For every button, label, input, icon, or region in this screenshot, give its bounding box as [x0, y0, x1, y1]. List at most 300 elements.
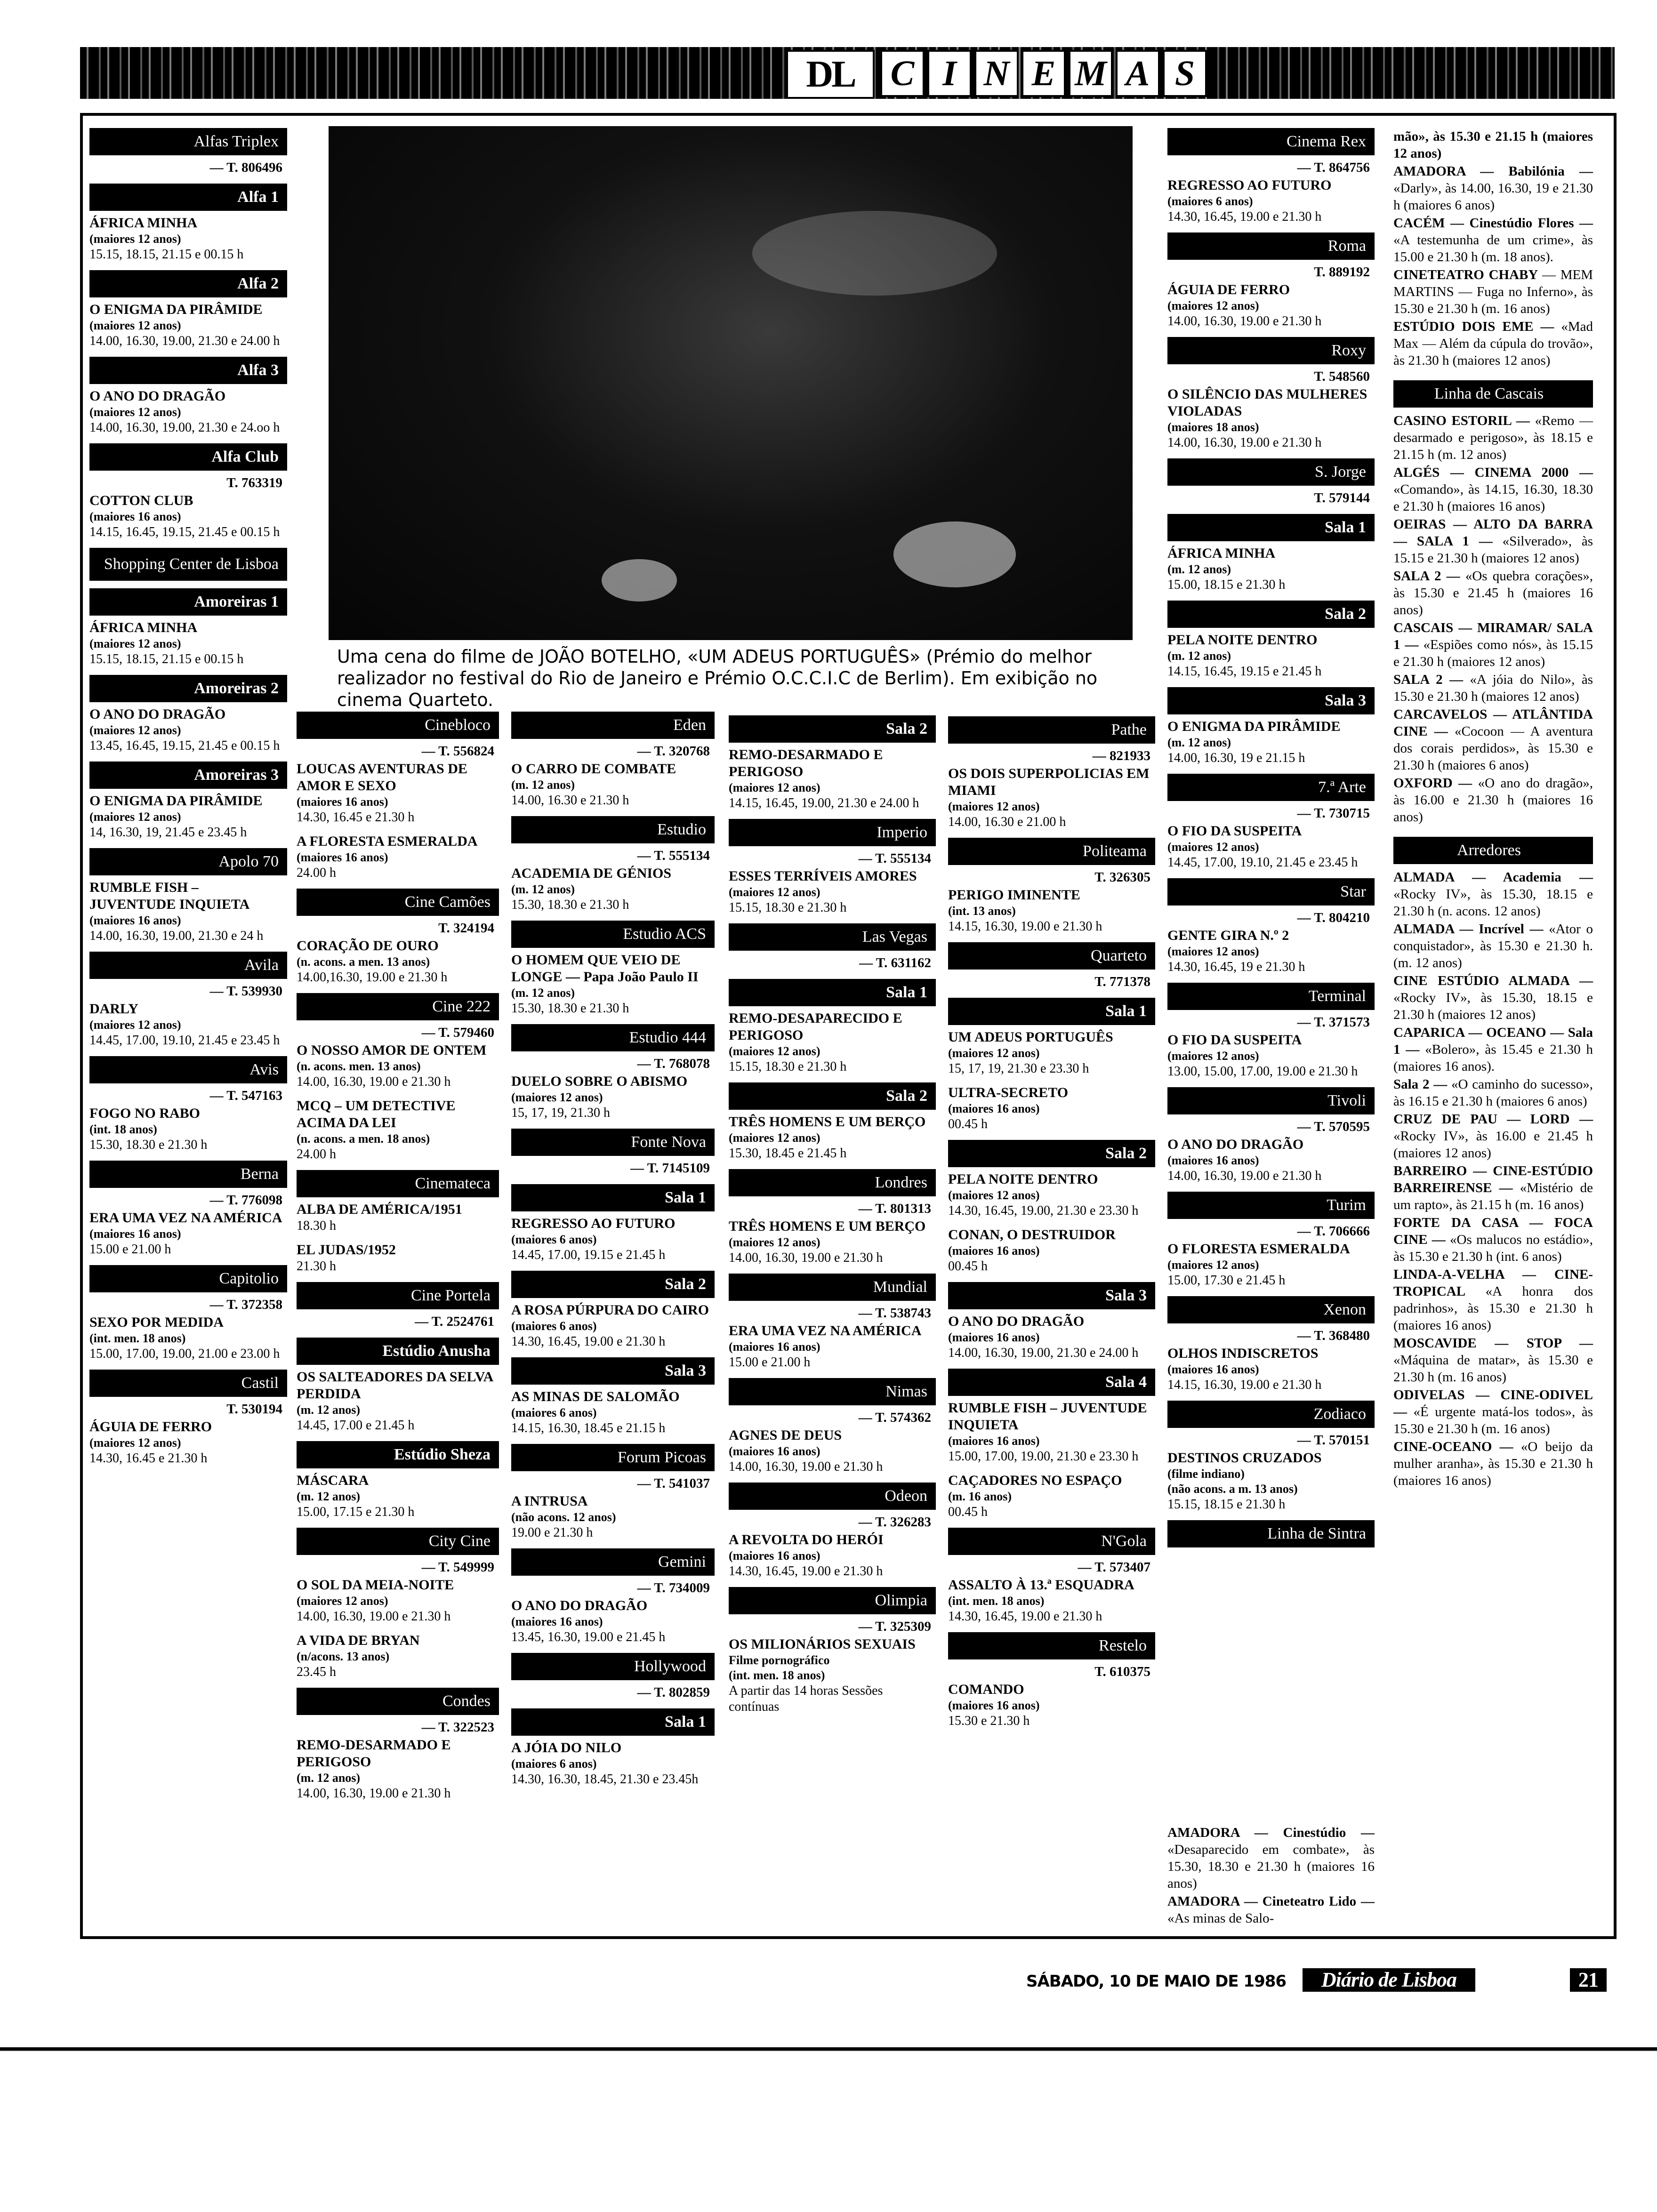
cinema-phone: — T. 326283	[858, 1515, 931, 1530]
film-title: O ENIGMA DA PIRÂMIDE	[1167, 719, 1341, 734]
listing-paragraph: AMADORA — Cinestúdio — «Desaparecido em combate», às 15.30, 18.30 e 21.30 h (maiores 16 anos)	[1167, 1825, 1375, 1891]
photo-highlight	[752, 211, 997, 296]
film-title: O FLORESTA ESMERALDA	[1167, 1241, 1350, 1257]
cinema-entry	[1167, 983, 1375, 1080]
showtimes: 15.30, 18.30 e 21.30 h	[511, 1001, 629, 1016]
film-rating: Filme pornográfico	[729, 1653, 830, 1667]
film-title: O SOL DA MEIA-NOITE	[297, 1577, 454, 1593]
film-rating: (maiores 12 anos)	[1167, 840, 1259, 854]
film-rating: (maiores 12 anos)	[729, 885, 820, 899]
film-rating: (m. 12 anos)	[1167, 736, 1231, 749]
cinema-entry	[948, 1632, 1155, 1729]
listing-paragraph: LINDA-A-VELHA — CINE-TROPICAL «A honra dos padrinhos», às 15.30 e 21.30 h (maiores 16 anos)	[1393, 1267, 1593, 1333]
section-header-band	[80, 47, 1615, 99]
film-title: PELA NOITE DENTRO	[1167, 632, 1318, 648]
cinema-phone: — T. 806496	[209, 160, 282, 175]
cinema-name: Estúdio Anusha	[297, 1338, 499, 1365]
cinema-entry	[511, 1708, 715, 1787]
film-title: ASSALTO À 13.ª ESQUADRA	[948, 1577, 1134, 1593]
film-title: O NOSSO AMOR DE ONTEM	[297, 1042, 487, 1058]
cinema-phone: — T. 541037	[637, 1476, 710, 1491]
cinema-entry	[1167, 232, 1375, 329]
cinema-entry	[297, 1688, 499, 1802]
film-rating: (int. 13 anos)	[948, 904, 1016, 918]
showtimes: A partir das 14 horas Sessões contínuas	[729, 1683, 883, 1714]
cinema-name: Avila	[89, 952, 287, 979]
cinema-entry	[1167, 458, 1375, 506]
cinema-phone: — 821933	[1092, 748, 1150, 763]
film-title: REMO-DESARMADO E PERIGOSO	[297, 1737, 451, 1770]
film-rating: (maiores 12 anos)	[89, 1436, 181, 1450]
cinema-entry	[89, 1265, 287, 1362]
cinema-name: Avis	[89, 1056, 287, 1083]
showtimes: 14, 16.30, 19, 21.45 e 23.45 h	[89, 825, 247, 840]
showtimes: 14.45, 17.00 e 21.45 h	[297, 1418, 415, 1433]
cinema-name: Forum Picoas	[511, 1444, 715, 1471]
cinema-phone: — T. 320768	[637, 744, 710, 759]
film-rating: (m. 12 anos)	[1167, 562, 1231, 576]
column-7	[1393, 128, 1593, 1490]
film-title: ESSES TERRÍVEIS AMORES	[729, 868, 917, 884]
showtimes: 15.00, 17.15 e 21.30 h	[297, 1505, 415, 1519]
cinema-name: Estudio	[511, 816, 715, 843]
film-title: TRÊS HOMENS E UM BERÇO	[729, 1218, 926, 1234]
cinema-name: Olimpia	[729, 1587, 936, 1614]
film-title: CONAN, O DESTRUIDOR	[948, 1227, 1116, 1242]
cinema-name: Mundial	[729, 1274, 936, 1301]
cinema-name: Eden	[511, 712, 715, 739]
showtimes: 15.15, 18.30 e 21.30 h	[729, 900, 847, 915]
footer-page-number: 21	[1570, 1968, 1607, 1992]
showtimes: 14.15, 16.45, 19.00, 21.30 e 24.00 h	[729, 796, 919, 810]
cinema-name: Amoreiras 1	[89, 588, 287, 616]
film-title: ULTRA-SECRETO	[948, 1085, 1069, 1100]
cinema-entry	[297, 1170, 499, 1234]
film-rating-extra: (não acons. a m. 13 anos)	[1167, 1482, 1298, 1496]
showtimes: 14.30, 16.30, 18.45, 21.30 e 23.45h	[511, 1772, 699, 1787]
cinema-entry	[297, 1098, 499, 1162]
cinema-entry	[1167, 1087, 1375, 1184]
showtimes: 14.00, 16.30, 19.00, 21.30 e 24.oo h	[89, 420, 280, 435]
showtimes: 23.45 h	[297, 1665, 336, 1679]
cinema-name: Imperio	[729, 819, 936, 846]
cinema-phone: — T. 372358	[209, 1297, 282, 1312]
film-title: O HOMEM QUE VEIO DE LONGE — Papa João Paulo II	[511, 952, 699, 985]
showtimes: 14.00, 16.30, 19.00, 21.30 e 24.00 h	[89, 334, 280, 348]
cinema-name: Star	[1167, 878, 1375, 906]
cinema-phone: — T. 325309	[858, 1619, 931, 1634]
listing-paragraph: MOSCAVIDE — STOP — «Máquina de matar», às 15.30 e 21.30 h (m. 16 anos)	[1393, 1336, 1593, 1385]
showtimes: 15.00, 17.00, 19.00, 21.00 e 23.00 h	[89, 1346, 280, 1361]
listing-paragraph: Sala 2 — «O caminho do sucesso», às 16.15 e 21.30 h (maiores 6 anos)	[1393, 1077, 1593, 1109]
cinema-name: Restelo	[948, 1632, 1155, 1659]
column-1	[89, 128, 287, 1474]
showtimes: 14.00, 16.30, 19.00 e 21.30 h	[297, 1609, 451, 1624]
cinema-entry	[511, 1271, 715, 1350]
cinema-entry	[948, 1282, 1155, 1361]
cinema-entry	[297, 993, 499, 1090]
cinema-entry	[89, 184, 287, 263]
listing-paragraph: CASINO ESTORIL — «Remo — desarmado e perigoso», às 18.15 e 21.15 h (m. 12 anos)	[1393, 413, 1593, 462]
film-rating: (maiores 12 anos)	[948, 800, 1040, 813]
cinema-entry	[511, 1357, 715, 1436]
column-2	[297, 712, 499, 1809]
film-title: ACADEMIA DE GÉNIOS	[511, 866, 672, 881]
listing-paragraph: ALMADA — Incrível — «Ator o conquistador», às 15.30 e 21.30 h. (m. 12 anos)	[1393, 922, 1593, 970]
newspaper-logo: DL	[786, 50, 875, 99]
cinema-phone: T. 763319	[226, 475, 282, 490]
film-rating: (maiores 6 anos)	[1167, 194, 1253, 208]
cinema-phone: — T. 570595	[1297, 1119, 1370, 1134]
showtimes: 15.30, 18.30 e 21.30 h	[89, 1138, 208, 1152]
cinema-phone: T. 326305	[1094, 870, 1150, 885]
cinema-name: Alfa 2	[89, 270, 287, 297]
cinema-phone: — T. 549999	[421, 1560, 494, 1575]
listing-paragraph: CASCAIS — MIRAMAR/ SALA 1 — «Espiões como nós», às 15.15 e 21.30 h (maiores 12 anos)	[1393, 620, 1593, 669]
film-title: A INTRUSA	[511, 1493, 588, 1509]
cinema-entry	[948, 838, 1155, 935]
showtimes: 14.30, 16.45, 19.00 e 21.30 h	[729, 1564, 883, 1579]
showtimes: 15.00 e 21.00 h	[729, 1355, 811, 1370]
showtimes: 14.00, 16.30, 19.00 e 21.30 h	[729, 1250, 883, 1265]
film-title: DARLY	[89, 1001, 138, 1017]
cinema-name: Sala 2	[729, 1082, 936, 1110]
film-title: EL JUDAS/1952	[297, 1242, 396, 1258]
cinema-phone: — T. 579460	[421, 1025, 494, 1040]
cinema-name: Alfa Club	[89, 443, 287, 471]
cinema-phone: — T. 368480	[1297, 1328, 1370, 1343]
cinema-name: Capitolio	[89, 1265, 287, 1292]
cinema-name: Pathe	[948, 716, 1155, 744]
cinema-phone: — T. 801313	[858, 1201, 931, 1216]
cinema-entry	[948, 998, 1155, 1077]
film-rating: (maiores 12 anos)	[89, 232, 181, 246]
film-title: MCQ – UM DETECTIVE ACIMA DA LEI	[297, 1098, 456, 1130]
film-title: GENTE GIRA N.º 2	[1167, 928, 1289, 943]
film-rating: (maiores 12 anos)	[729, 1235, 820, 1249]
film-rating: (n/acons. 13 anos)	[297, 1650, 390, 1663]
film-rating: (maiores 12 anos)	[729, 1044, 820, 1058]
showtimes: 24.00 h	[297, 866, 336, 880]
listing-paragraph: SALA 2 — «A jóia do Nilo», às 15.30 e 21.30 h (maiores 12 anos)	[1393, 672, 1593, 704]
cinema-name: Cine Portela	[297, 1282, 499, 1309]
film-title: A ROSA PÚRPURA DO CAIRO	[511, 1302, 709, 1318]
cinema-name: Apolo 70	[89, 848, 287, 875]
film-title: REGRESSO AO FUTURO	[511, 1216, 676, 1231]
cinema-entry	[729, 1483, 936, 1579]
cinema-name: Terminal	[1167, 983, 1375, 1010]
film-rating: (maiores 12 anos)	[1167, 1258, 1259, 1272]
film-rating: (maiores 12 anos)	[89, 637, 181, 650]
film-title: SEXO POR MEDIDA	[89, 1314, 224, 1330]
film-title: PERIGO IMINENTE	[948, 887, 1080, 903]
cinema-phone: T. 324194	[438, 921, 494, 936]
showtimes: 14.00, 16.30, 19.00 e 21.30 h	[1167, 1169, 1322, 1183]
film-title: TRÊS HOMENS E UM BERÇO	[729, 1114, 926, 1130]
photo-highlight	[893, 521, 1016, 587]
cinema-entry	[1167, 878, 1375, 975]
cinema-entry	[511, 1129, 715, 1177]
cinema-entry	[511, 816, 715, 913]
film-rating: (maiores 16 anos)	[1167, 1362, 1259, 1376]
photo-caption: Uma cena do filme de JOÃO BOTELHO, «UM ADEUS PORTUGUÊS» (Prémio do melhor realizador no festival do Rio de Janeiro e Prémio O.C.C.I.C de Berlim). Em exibição no cinema Quarteto.	[337, 646, 1098, 710]
showtimes: 14.00, 16.30 e 21.30 h	[511, 793, 629, 808]
film-title: O ANO DO DRAGÃO	[89, 706, 226, 722]
footer-date: SÁBADO, 10 DE MAIO DE 1986	[1026, 1972, 1287, 1991]
film-title: O ANO DO DRAGÃO	[1167, 1137, 1304, 1152]
showtimes: 00.45 h	[948, 1259, 988, 1274]
cinema-entry	[948, 1528, 1155, 1625]
film-rating: (m. 16 anos)	[948, 1490, 1012, 1503]
cinema-entry	[297, 1338, 499, 1434]
film-title: DESTINOS CRUZADOS	[1167, 1450, 1322, 1466]
cinema-entry	[89, 357, 287, 436]
cinema-entry	[297, 1242, 499, 1274]
cinema-phone: T. 610375	[1094, 1664, 1150, 1679]
cinema-name: Alfas Triplex	[89, 128, 287, 155]
film-rating: (maiores 16 anos)	[1167, 1154, 1259, 1167]
cinema-entry	[511, 712, 715, 809]
cinema-entry	[729, 1587, 936, 1715]
film-title: O ANO DO DRAGÃO	[948, 1314, 1085, 1329]
film-rating: (não acons. 12 anos)	[511, 1510, 616, 1524]
cinema-name: Sala 3	[511, 1357, 715, 1385]
cinema-name: Sala 1	[729, 979, 936, 1006]
cinema-entry	[89, 1370, 287, 1467]
showtimes: 15.15, 18.15, 21.15 e 00.15 h	[89, 247, 244, 262]
cinema-name: Estudio ACS	[511, 921, 715, 948]
film-rating: (maiores 16 anos)	[948, 1244, 1040, 1258]
cinema-phone: — T. 631162	[859, 955, 931, 970]
showtimes: 14.30, 16.45, 19.00 e 21.30 h	[948, 1609, 1102, 1624]
showtimes: 14.00, 16.30, 19.00 e 21.30 h	[297, 1074, 451, 1089]
film-rating: (n. acons. men. 13 anos)	[297, 1059, 421, 1073]
cinema-phone: — T. 539930	[209, 984, 282, 999]
showtimes: 15.00, 17.30 e 21.45 h	[1167, 1273, 1286, 1288]
film-rating-extra: (int. men. 18 anos)	[729, 1668, 825, 1682]
listing-paragraph: CAPARICA — OCEANO — Sala 1 — «Bolero», às 15.45 e 21.30 h (maiores 16 anos).	[1393, 1025, 1593, 1074]
cinema-name: Estúdio Sheza	[297, 1441, 499, 1468]
film-rating: (maiores 6 anos)	[511, 1406, 597, 1419]
showtimes: 15.00, 18.15 e 21.30 h	[1167, 577, 1286, 592]
cinema-name: Sala 2	[1167, 601, 1375, 628]
cinema-entry	[729, 715, 936, 811]
title-letter: S	[1163, 50, 1207, 97]
cinema-name: Shopping Center de Lisboa	[89, 548, 287, 581]
listing-paragraph: AMADORA — Cineteatro Lido — «As minas de Salo-	[1167, 1894, 1375, 1926]
listing-paragraph: CINE-OCEANO — «O beijo da mulher aranha», às 15.30 e 21.30 h (maiores 16 anos)	[1393, 1439, 1593, 1488]
cinema-phone: — T. 573407	[1078, 1560, 1150, 1575]
listing-paragraph: CACÉM — Cinestúdio Flores — «A testemunha de um crime», às 15.00 e 21.30 h (m. 18 anos).	[1393, 216, 1593, 264]
film-rating: (maiores 6 anos)	[511, 1233, 597, 1246]
showtimes: 24.00 h	[297, 1147, 336, 1162]
film-rating: (maiores 12 anos)	[511, 1090, 603, 1104]
film-rating: (maiores 16 anos)	[948, 1699, 1040, 1712]
film-title: REMO-DESAPARECIDO E PERIGOSO	[729, 1010, 902, 1043]
title-letter: C	[880, 50, 925, 97]
cinema-entry	[511, 921, 715, 1017]
showtimes: 13.45, 16.45, 19.15, 21.45 e 00.15 h	[89, 738, 280, 753]
showtimes: 13.00, 15.00, 17.00, 19.00 e 21.30 h	[1167, 1064, 1358, 1079]
cinema-entry	[1167, 1401, 1375, 1513]
column-4	[729, 715, 936, 1723]
cinema-entry	[89, 761, 287, 841]
film-rating: (maiores 6 anos)	[511, 1757, 597, 1771]
showtimes: 21.30 h	[297, 1259, 336, 1274]
film-rating: (maiores 16 anos)	[89, 510, 181, 523]
film-rating: (maiores 16 anos)	[948, 1330, 1040, 1344]
film-rating: (maiores 16 anos)	[89, 914, 181, 927]
cinema-entry	[948, 942, 1155, 990]
showtimes: 19.00 e 21.30 h	[511, 1525, 593, 1540]
film-rating: (maiores 16 anos)	[948, 1434, 1040, 1448]
film-rating: (maiores 12 anos)	[297, 1594, 388, 1608]
cinema-phone: — T. 547163	[209, 1088, 282, 1103]
cinema-entry	[948, 716, 1155, 830]
cinema-entry	[729, 923, 936, 971]
cinema-name: Cinemateca	[297, 1170, 499, 1197]
title-letter: N	[974, 50, 1019, 97]
cinema-name: Politeama	[948, 838, 1155, 865]
cinema-entry	[729, 979, 936, 1075]
film-title: RUMBLE FISH – JUVENTUDE INQUIETA	[89, 880, 250, 912]
cinema-entry	[89, 548, 287, 581]
film-rating: (maiores 18 anos)	[1167, 420, 1259, 434]
film-rating: (m. 12 anos)	[297, 1771, 361, 1785]
cinema-name: Alfa 1	[89, 184, 287, 211]
title-letter: E	[1022, 50, 1066, 97]
showtimes: 14.00,16.30, 19.00 e 21.30 h	[297, 970, 448, 985]
film-title: OLHOS INDISCRETOS	[1167, 1346, 1319, 1361]
cinema-name: S. Jorge	[1167, 458, 1375, 486]
showtimes: 14.15, 16.45, 19.15, 21.45 e 00.15 h	[89, 525, 280, 539]
cinema-name: Xenon	[1167, 1296, 1375, 1323]
cinema-phone: T. 530194	[226, 1402, 282, 1417]
film-rating: (m. 12 anos)	[511, 986, 575, 1000]
cinema-phone: — T. 804210	[1297, 910, 1370, 925]
showtimes: 15, 17, 19, 21.30 e 23.30 h	[948, 1061, 1089, 1076]
cinema-phone: T. 889192	[1314, 264, 1370, 280]
cinema-name: Sala 1	[511, 1708, 715, 1736]
showtimes: 14.00, 16.30, 19.00, 21.30 e 24.00 h	[948, 1346, 1139, 1360]
cinema-entry	[89, 128, 287, 176]
cinema-name: Cine 222	[297, 993, 499, 1020]
cinema-entry	[948, 1140, 1155, 1219]
film-rating: (int. men. 18 anos)	[948, 1594, 1045, 1608]
showtimes: 15.15, 18.30 e 21.30 h	[729, 1059, 847, 1074]
film-title: COMANDO	[948, 1682, 1024, 1697]
film-rating: (m. 12 anos)	[511, 778, 575, 792]
cinema-name: Tivoli	[1167, 1087, 1375, 1114]
showtimes: 15.30, 18.30 e 21.30 h	[511, 898, 629, 912]
cinema-name: Roma	[1167, 232, 1375, 260]
listing-paragraph: AMADORA — Babilónia — «Darly», às 14.00, 16.30, 19 e 21.30 h (maiores 6 anos)	[1393, 164, 1593, 213]
cinema-name: N'Gola	[948, 1528, 1155, 1555]
listing-paragraph: CINETEATRO CHABY — MEM MARTINS — Fuga no Inferno», às 15.30 e 21.30 h (m. 16 anos)	[1393, 267, 1593, 316]
cinema-name: Sala 1	[1167, 514, 1375, 541]
cinema-entry	[89, 675, 287, 754]
film-rating: (maiores 12 anos)	[89, 810, 181, 824]
listing-paragraph: CARCAVELOS — ATLÂNTIDA CINE — «Cocoon — A aventura dos corais perdidos», às 15.30 e 21.30 h (maiores 6 anos)	[1393, 707, 1593, 773]
film-title: O FIO DA SUSPEITA	[1167, 1032, 1302, 1048]
cinema-name: Sala 3	[1167, 687, 1375, 714]
cinema-entry	[89, 443, 287, 540]
listing-paragraph: CRUZ DE PAU — LORD — «Rocky IV», às 16.00 e 21.45 h (maiores 12 anos)	[1393, 1112, 1593, 1161]
film-still-photo	[329, 126, 1133, 640]
cinema-name: Sala 4	[948, 1369, 1155, 1396]
film-title: RUMBLE FISH – JUVENTUDE INQUIETA	[948, 1400, 1147, 1433]
cinema-name: City Cine	[297, 1528, 499, 1555]
showtimes: 15.30 e 21.30 h	[948, 1714, 1030, 1728]
film-title: FOGO NO RABO	[89, 1106, 201, 1121]
film-rating: (int. men. 18 anos)	[89, 1331, 186, 1345]
film-rating: (m. 12 anos)	[511, 882, 575, 896]
title-letter: A	[1116, 50, 1160, 97]
showtimes: 15.15, 18.15, 21.15 e 00.15 h	[89, 652, 244, 666]
cinema-entry	[729, 1169, 936, 1266]
listing-paragraph: OEIRAS — ALTO DA BARRA — SALA 1 — «Silverado», às 15.15 e 21.30 h (maiores 12 anos)	[1393, 517, 1593, 566]
showtimes: 14.15, 16.30, 18.45 e 21.15 h	[511, 1421, 666, 1435]
film-rating: (maiores 12 anos)	[1167, 299, 1259, 313]
cinema-entry	[511, 1653, 715, 1701]
film-title: PELA NOITE DENTRO	[948, 1171, 1098, 1187]
cinema-name: Zodiaco	[1167, 1401, 1375, 1428]
film-title: ÁFRICA MINHA	[89, 215, 198, 231]
showtimes: 14.00, 16.30, 19.00 e 21.30 h	[729, 1459, 883, 1474]
cinema-name: Estudio 444	[511, 1024, 715, 1051]
showtimes: 15.00, 17.00, 19.00, 21.30 e 23.30 h	[948, 1449, 1139, 1464]
column-5	[948, 716, 1155, 1737]
film-title: MÁSCARA	[297, 1473, 369, 1488]
cinema-name: Fonte Nova	[511, 1129, 715, 1156]
cinema-entry	[89, 1056, 287, 1153]
cinema-phone: — T. 322523	[421, 1720, 494, 1735]
cinema-entry	[1167, 337, 1375, 451]
cinema-entry	[1167, 1520, 1375, 1547]
film-title: ÁFRICA MINHA	[1167, 545, 1276, 561]
linha-de-sintra-text	[1167, 1824, 1375, 1928]
showtimes: 15.00 e 21.00 h	[89, 1242, 171, 1257]
cinema-name: Sala 2	[948, 1140, 1155, 1167]
cinema-name: Nimas	[729, 1378, 936, 1405]
cinema-entry	[1167, 687, 1375, 766]
cinema-entry	[297, 712, 499, 825]
page-footer	[1026, 1968, 1607, 1993]
film-rating: (maiores 16 anos)	[89, 1227, 181, 1241]
cinema-name: Roxy	[1167, 337, 1375, 364]
cinema-name: Alfa 3	[89, 357, 287, 384]
cinema-phone: — T. 555134	[637, 848, 710, 863]
listing-paragraph: CINE ESTÚDIO ALMADA — «Rocky IV», às 15.30, 18.15 e 21.30 h (maiores 12 anos)	[1393, 973, 1593, 1022]
film-rating: (m. 12 anos)	[297, 1490, 361, 1503]
film-title: CAÇADORES NO ESPAÇO	[948, 1473, 1122, 1488]
listing-paragraph: ALMADA — Academia — «Rocky IV», às 15.30, 18.15 e 21.30 h (n. acons. 12 anos)	[1393, 870, 1593, 919]
photo-highlight	[602, 559, 677, 601]
cinema-phone: — T. 706666	[1297, 1224, 1370, 1239]
cinema-entry	[297, 833, 499, 881]
cinema-entry	[297, 1632, 499, 1680]
showtimes: 14.00, 16.30 e 21.00 h	[948, 815, 1066, 829]
region-title: Arredores	[1393, 837, 1593, 864]
cinema-entry	[948, 1084, 1155, 1132]
film-title: O SILÊNCIO DAS MULHERES VIOLADAS	[1167, 386, 1367, 419]
listing-paragraph: OXFORD — «O ano do dragão», às 16.00 e 21.30 h (maiores 16 anos)	[1393, 776, 1593, 825]
film-title: O ANO DO DRAGÃO	[89, 388, 226, 404]
film-title: A VIDA DE BRYAN	[297, 1633, 420, 1648]
showtimes: 15, 17, 19, 21.30 h	[511, 1106, 610, 1120]
cinema-entry	[1167, 601, 1375, 680]
region-title: Linha de Cascais	[1393, 380, 1593, 408]
